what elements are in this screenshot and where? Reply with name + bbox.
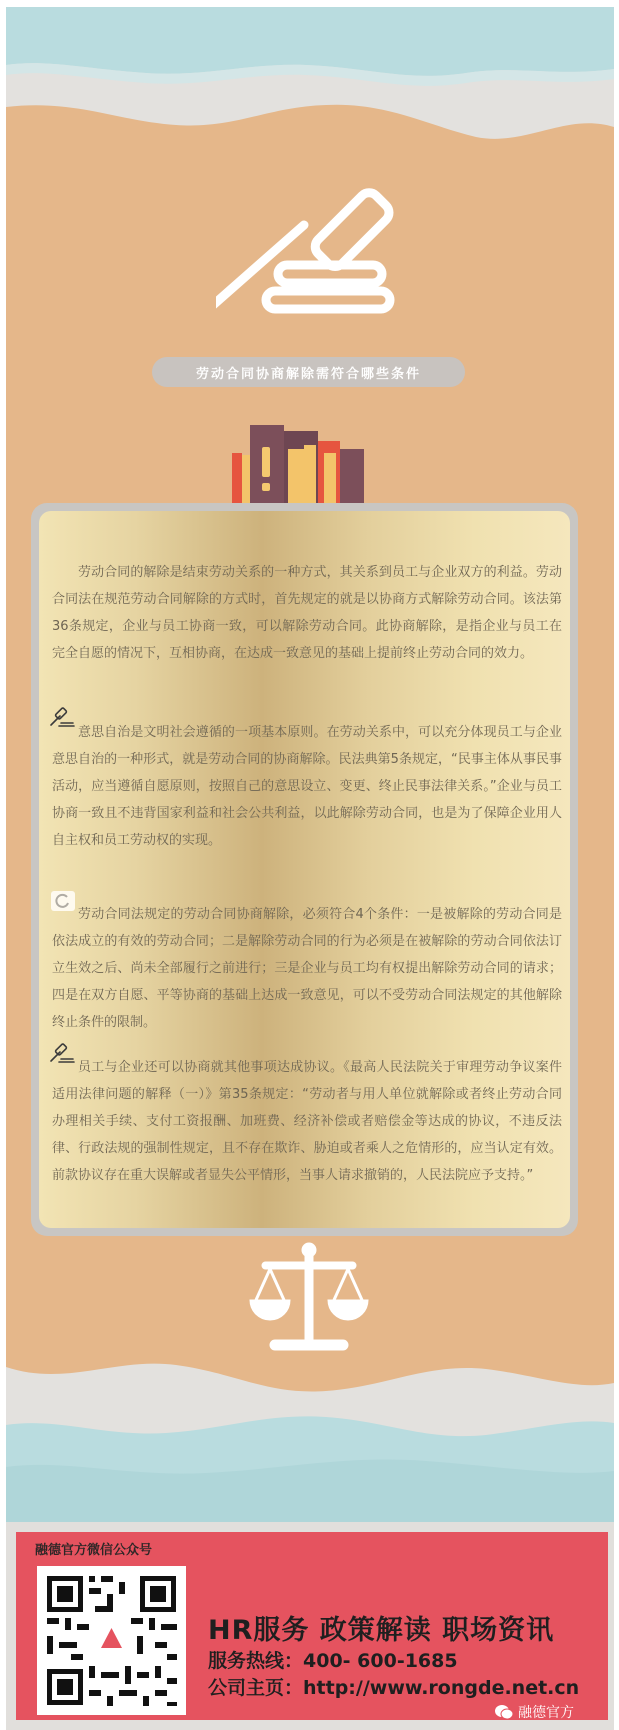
paragraph-2: 意思自治是文明社会遵循的一项基本原则。在劳动关系中，可以充分体现员工与企业意思自治的一种形式，就是劳动合同的协商解除。民法典第5条规定，“民事主体从事民事活动，应当遵循自愿原则，按照自己的意思设立、变更、终止民事法律关系。”企业与员工协商一致且不违背国家利益和社会公共利益，以此解除劳动合同，也是为了保障企业用人自主权和员工劳动权的实现。 [52, 725, 562, 848]
paragraph-4: 员工与企业还可以协商就其他事项达成协议。《最高人民法院关于审理劳动争议案件适用法律问题的解释（一）》第35条规定：“劳动者与用人单位就解除或者终止劳动合同办理相关手续、支付工资报酬、加班费、经济补偿或者赔偿金等达成的协议，不违反法律、行政法规的强制性规定，且不存在欺诈、胁迫或者乘人之危情形的，应当认定有效。前款协议存在重大误解或者显失公平情形，当事人请求撤销的，人民法院应予支持。” [52, 1060, 562, 1183]
article-title: 劳动合同协商解除需符合哪些条件 [152, 357, 465, 387]
service-hotline: 服务热线：400- 600-1685 [208, 1650, 458, 1672]
wechat-icon [494, 1704, 514, 1720]
qr-code[interactable] [37, 1566, 186, 1715]
footer-title: 融德官方微信公众号 [35, 1543, 153, 1558]
wechat-watermark [494, 1702, 574, 1722]
gavel-icon [216, 167, 406, 322]
footer [6, 1522, 614, 1730]
scale-icon [248, 1242, 370, 1360]
paragraph-1: 劳动合同的解除是结束劳动关系的一种方式，其关系到员工与企业双方的利益。劳动合同法在规范劳动合同解除的方式时，首先规定的就是以协商方式解除劳动合同。该法第36条规定，企业与员工协商一致，可以解除劳动合同。此协商解除，是指企业与员工在完全自愿的情况下，互相协商，在达成一致意见的基础上提前终止劳动合同的效力。 [52, 565, 562, 661]
top-wave-decoration [6, 7, 614, 167]
footer-slogan: HR服务 政策解读 职场资讯 [208, 1615, 555, 1646]
bottom-wave-decoration [6, 1347, 614, 1522]
paragraph-3: 劳动合同法规定的劳动合同协商解除，必须符合4个条件：一是被解除的劳动合同是依法成立的有效的劳动合同；二是解除劳动合同的行为必须是在被解除的劳动合同依法订立生效之后、尚未全部履行之前进行；三是企业与员工均有权提出解除劳动合同的请求；四是在双方自愿、平等协商的基础上达成一致意见，可以不受劳动合同法规定的其他解除终止条件的限制。 [52, 907, 562, 1030]
company-homepage[interactable]: 公司主页：http://www.rongde.net.cn [208, 1677, 580, 1699]
wechat-account-name: 融德官方 [518, 1705, 574, 1721]
footer-banner [16, 1532, 608, 1720]
